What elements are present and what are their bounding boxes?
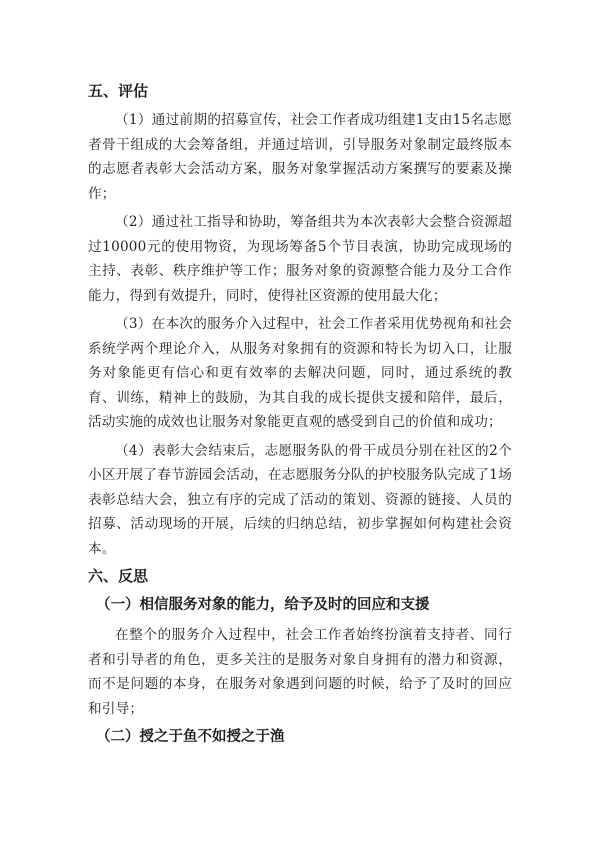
subheading-trust-ability: （一）相信服务对象的能力，给予及时的回应和支援: [96, 597, 430, 613]
evaluation-paragraph-2: （2）通过社工指导和协助，筹备组共为本次表彰大会整合资源超过10000元的使用物资，为现场筹备5个节目表演，协助完成现场的主持、表彰、秩序维护等工作；服务对象的资源整合能力及分工合作能力，得到有效提升，同时，使得社区资源的使用最大化；: [88, 214, 512, 304]
document-body: [88, 80, 512, 755]
evaluation-paragraph-3: （3）在本次的服务介入过程中，社会工作者采用优势视角和社会系统学两个理论介入，从服务对象拥有的资源和特长为切入口，让服务对象能更有信心和更有效率的去解决问题，同时，通过系统的教育、训练，精神上的鼓励，为其自我的成长提供支援和陪伴，最后，活动实施的成效也让服务对象能更直观的感受到自己的价值和成功；: [88, 316, 512, 430]
evaluation-paragraph-1: （1）通过前期的招募宣传，社会工作者成功组建1支由15名志愿者骨干组成的大会筹备组，并通过培训，引导服务对象制定最终版本的志愿者表彰大会活动方案，服务对象掌握活动方案撰写的要素及操作；: [88, 112, 512, 202]
subheading-teach-to-fish: （二）授之于鱼不如授之于渔: [96, 729, 285, 745]
section-reflection: [88, 565, 512, 749]
section-evaluation: [88, 80, 512, 561]
reflection-paragraph-1: 在整个的服务介入过程中，社会工作者始终扮演着支持者、同行者和引导者的角色，更多关注的是服务对象自身拥有的潜力和资源，而不是问题的本身，在服务对象遇到问题的时候，给予了及时的回应和引导；: [88, 627, 512, 717]
section-heading-evaluation: 五、评估: [88, 82, 149, 100]
section-heading-reflection: 六、反思: [88, 567, 149, 585]
evaluation-paragraph-4: （4）表彰大会结束后，志愿服务队的骨干成员分别在社区的2个小区开展了春节游园会活动，在志愿服务分队的护校服务队完成了1场表彰总结大会，独立有序的完成了活动的策划、资源的链接、人员的招募、活动现场的开展，后续的归纳总结，初步掌握如何构建社会资本。: [88, 442, 512, 557]
